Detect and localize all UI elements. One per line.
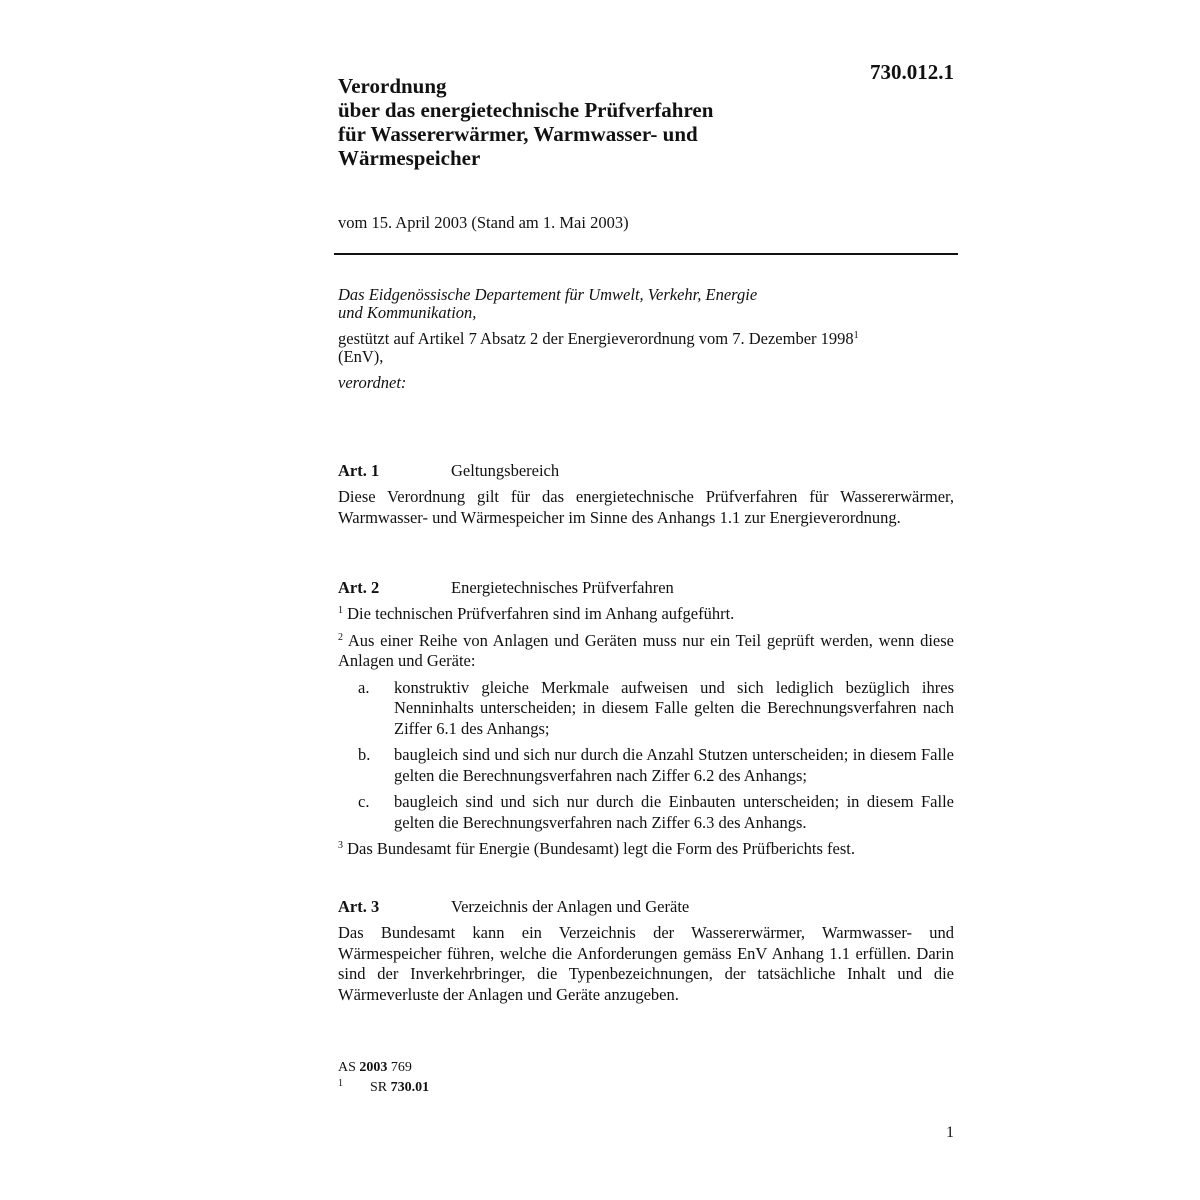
title-line: über das energietechnische Prüfverfahren <box>338 98 714 122</box>
article-number: Art. 1 <box>338 461 380 480</box>
list-item <box>338 745 954 786</box>
article-body <box>338 923 954 1005</box>
footnote-prefix: SR <box>370 1080 388 1095</box>
footnote-sr-number: 730.01 <box>390 1080 430 1095</box>
paragraph <box>338 631 954 672</box>
footnote <box>338 1078 429 1098</box>
issuing-authority <box>338 286 958 322</box>
list-marker: c. <box>358 792 370 811</box>
article-1 <box>338 461 954 534</box>
article-title: Energietechnisches Prüfverfahren <box>451 578 674 597</box>
sr-number: 730.012.1 <box>870 60 954 84</box>
legal-basis <box>338 330 958 366</box>
authority-line: Das Eidgenössische Departement für Umwelt, Verkehr, Energie <box>338 285 758 304</box>
enumeration-list <box>338 678 954 834</box>
as-year: 2003 <box>359 1060 388 1075</box>
article-title: Verzeichnis der Anlagen und Geräte <box>451 897 690 916</box>
decree-word: verordnet: <box>338 373 407 392</box>
paragraph <box>338 604 954 625</box>
paragraph-text: Aus einer Reihe von Anlagen und Geräten muss nur ein Teil geprüft werden, wenn diese Anlagen und Geräte: <box>338 630 955 670</box>
title-line: für Wassererwärmer, Warmwasser- und <box>338 122 698 146</box>
paragraph-number: 1 <box>338 605 343 616</box>
article-number: Art. 2 <box>338 578 380 597</box>
list-item <box>338 792 954 833</box>
footnote-reference[interactable]: 1 <box>853 330 859 341</box>
list-marker: b. <box>358 745 371 764</box>
legal-basis-text: (EnV), <box>338 347 384 366</box>
paragraph-number: 3 <box>338 840 343 851</box>
article-text: Das Bundesamt kann ein Verzeichnis der Wassererwärmer, Warmwasser- und Wärmespeicher führen, welche die Anforderungen gemäss EnV Anhang 1.1 erfüllen. Darin sind der Inverkehrbringer, die Typenbezeichnungen, der tatsächliche Inhalt und die Wärmeverluste der Anlagen und Geräte anzugeben. <box>338 923 954 1004</box>
paragraph <box>338 839 954 860</box>
article-heading <box>338 897 954 919</box>
horizontal-rule <box>334 253 958 255</box>
as-prefix: AS <box>338 1060 356 1075</box>
page-number: 1 <box>946 1124 954 1141</box>
article-3 <box>338 897 954 1011</box>
article-body <box>338 487 954 528</box>
paragraph-text: Die technischen Prüfverfahren sind im Anhang aufgeführt. <box>347 604 735 623</box>
footnote-text <box>338 1080 429 1095</box>
list-item-text: baugleich sind und sich nur durch die Einbauten unterscheiden; in diesem Falle gelten die Berechnungsverfahren nach Ziffer 6.3 des Anhangs. <box>394 792 954 832</box>
article-heading <box>338 578 954 600</box>
title-line: Wärmespeicher <box>338 146 481 170</box>
article-title: Geltungsbereich <box>451 461 560 480</box>
article-body <box>338 604 954 860</box>
list-item <box>338 678 954 740</box>
document-title <box>338 74 818 170</box>
article-heading <box>338 461 954 483</box>
title-line: Verordnung <box>338 74 447 98</box>
list-marker: a. <box>358 677 370 697</box>
article-text: Diese Verordnung gilt für das energietechnische Prüfverfahren für Wassererwärmer, Warmwasser- und Wärmespeicher im Sinne des Anhangs 1.1 zur Energieverordnung. <box>338 487 954 527</box>
date-line: vom 15. April 2003 (Stand am 1. Mai 2003) <box>338 213 629 232</box>
paragraph-text: Das Bundesamt für Energie (Bundesamt) legt die Form des Prüfberichts fest. <box>347 839 855 858</box>
footnotes <box>338 1058 429 1098</box>
list-item-text: baugleich sind und sich nur durch die Anzahl Stutzen unterscheiden; in diesem Falle gelten die Berechnungsverfahren nach Ziffer 6.2 des Anhangs; <box>394 745 954 785</box>
legal-basis-text: gestützt auf Artikel 7 Absatz 2 der Energieverordnung vom 7. Dezember 1998 <box>338 329 854 348</box>
article-2 <box>338 578 954 866</box>
footnote-mark: 1 <box>338 1078 343 1089</box>
authority-line: und Kommunikation, <box>338 303 477 322</box>
preamble <box>338 286 958 400</box>
paragraph-number: 2 <box>338 631 343 643</box>
official-collection-reference <box>338 1058 429 1078</box>
list-item-text: konstruktiv gleiche Merkmale aufweisen und sich lediglich bezüglich ihres Nenninhalts unterscheiden; in diesem Falle gelten die Berechnungsverfahren nach Ziffer 6.1 des Anhangs; <box>394 677 954 738</box>
article-number: Art. 3 <box>338 897 380 916</box>
as-page: 769 <box>390 1060 412 1075</box>
